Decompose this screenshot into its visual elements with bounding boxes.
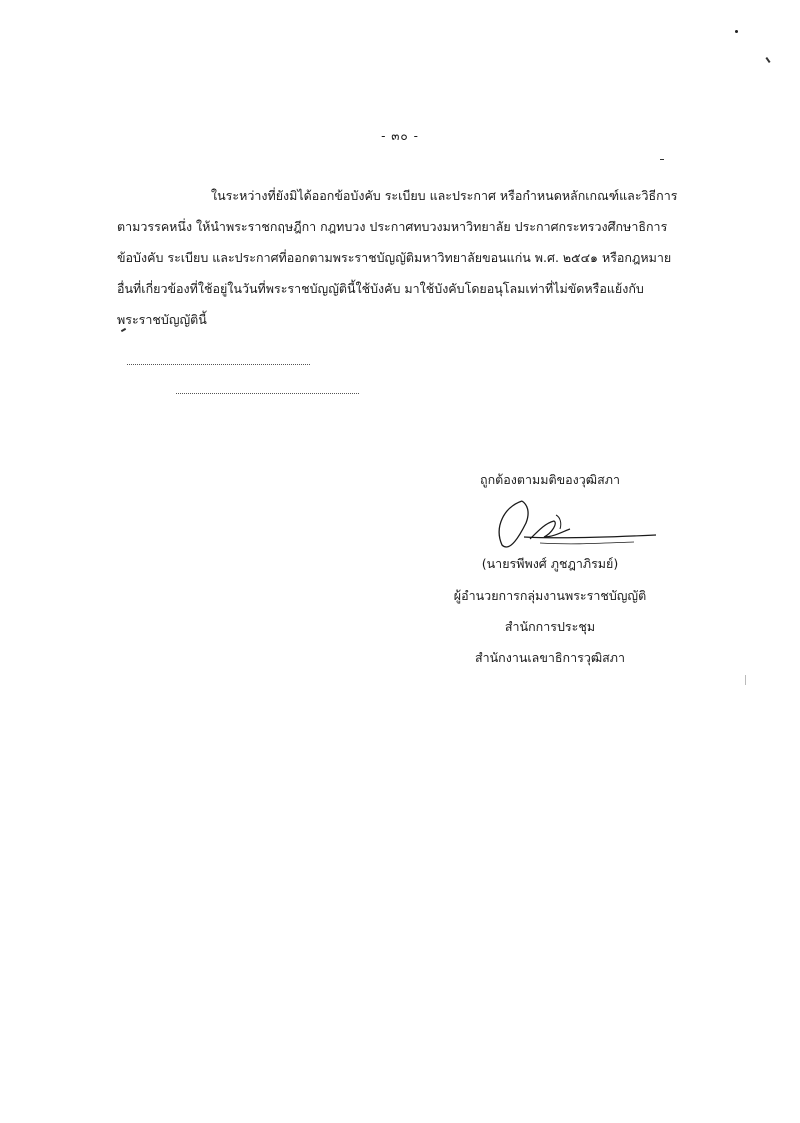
dotted-separator — [127, 364, 310, 365]
signatory-name: (นายรพีพงศ์ ภูชฎาภิรมย์) — [481, 556, 619, 571]
signatory-position: ผู้อำนวยการกลุ่มงานพระราชบัญญัติ — [453, 588, 647, 603]
body-line: อื่นที่เกี่ยวข้องที่ใช้อยู่ในวันที่พระราชบัญญัตินี้ใช้บังคับ มาใช้บังคับโดยอนุโลมเท่าที่ไม่ขัดหรือแย้งกับ — [117, 281, 644, 296]
body-line: ข้อบังคับ ระเบียบ และประกาศที่ออกตามพระราชบัญญัติมหาวิทยาลัยขอนแก่น พ.ศ. ๒๕๔๑ หรือกฎหมาย — [117, 250, 672, 265]
handwritten-signature — [484, 493, 664, 553]
scan-speck — [745, 675, 746, 685]
scan-speck — [765, 57, 770, 63]
scan-speck — [735, 30, 738, 33]
body-line: ตามวรรคหนึ่ง ให้นำพระราชกฤษฎีกา กฎทบวง ประกาศทบวงมหาวิทยาลัย ประกาศกระทรวงศึกษาธิการ — [117, 219, 668, 234]
certification-statement: ถูกต้องตามมติของวุฒิสภา — [480, 472, 620, 487]
signatory-bureau: สำนักการประชุม — [504, 619, 596, 634]
body-line: ในระหว่างที่ยังมิได้ออกข้อบังคับ ระเบียบ และประกาศ หรือกำหนดหลักเกณฑ์และวิธีการ — [211, 188, 678, 203]
certification-block — [405, 0, 695, 1123]
dotted-separator — [176, 393, 359, 394]
signatory-office: สำนักงานเลขาธิการวุฒิสภา — [474, 650, 626, 665]
body-line: พระราชบัญญัตินี้ — [117, 312, 207, 327]
page-number: - ๓๐ - — [381, 129, 419, 143]
